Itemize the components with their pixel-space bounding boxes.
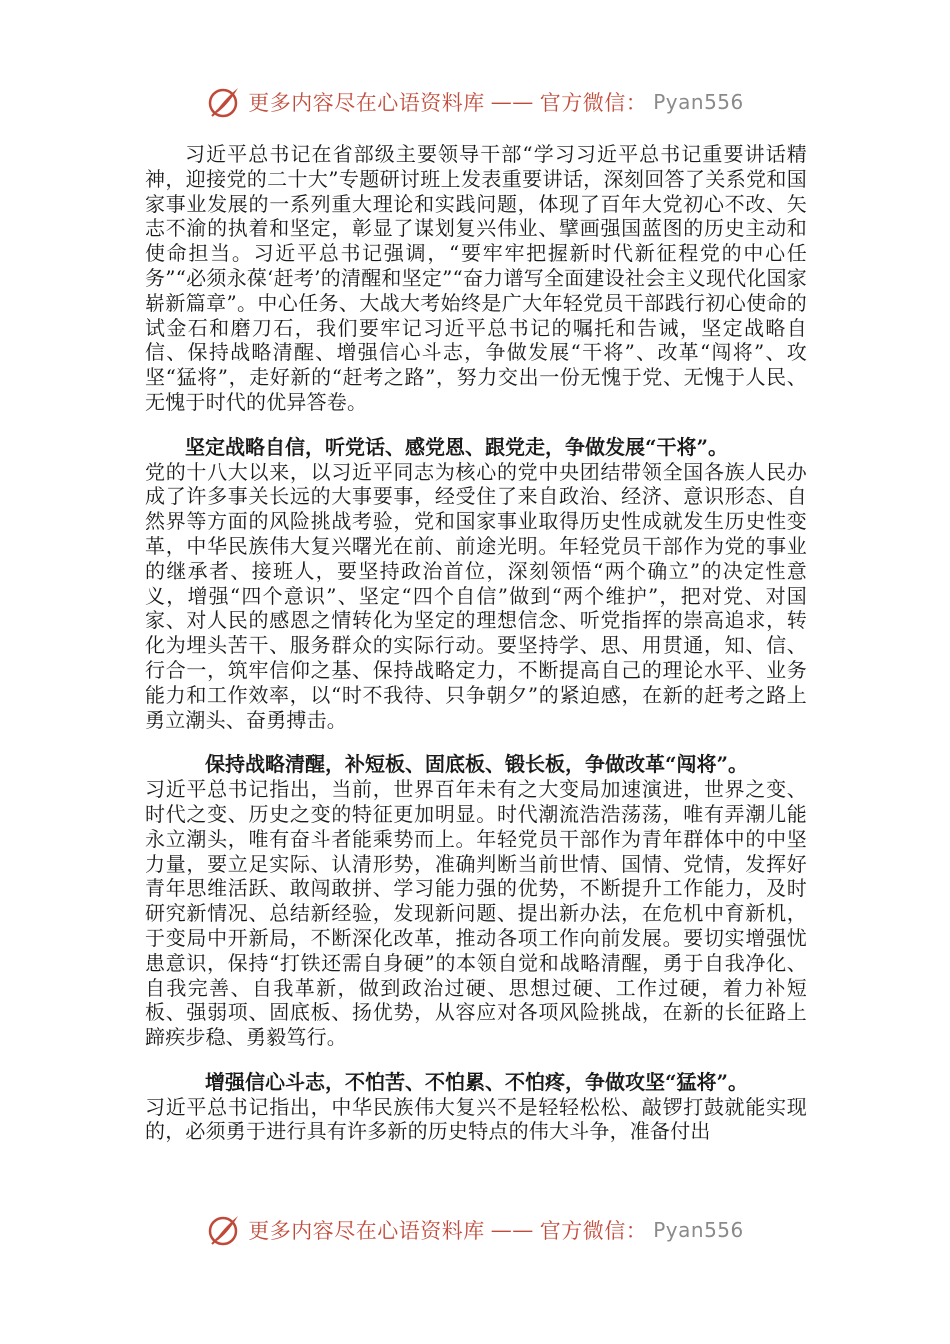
section-body: 党的十八大以来，以习近平同志为核心的党中央团结带领全国各族人民办成了许多事关长远的大事要事，经受住了来自政治、经济、意识形态、自然界等方面的风险挑战考验，党和国家事业取得历史性成就发生历史性变革，中华民族伟大复兴曙光在前、前途光明。年轻党员干部作为党的事业的继承者、接班人，要坚持政治首位，深刻领悟“两个确立”的决定性意义，增强“四个意识”、坚定“四个自信”做到“两个维护”，把对党、对国家、对人民的感恩之情转化为坚定的理想信念、听党指挥的崇高追求，转化为埋头苦干、服务群众的实际行动。要坚持学、思、用贯通，知、信、行合一，筑牢信仰之基、保持战略定力，不断提高自己的理论水平、业务能力和工作效率，以“时不我待、只争朝夕”的紧迫感，在新的赶考之路上勇立潮头、奋勇搏击。 — [145, 459, 807, 732]
watermark-official-label: 官方微信： — [539, 91, 648, 115]
watermark-official-label: 官方微信： — [539, 1219, 648, 1243]
section-heading: 增强信心斗志，不怕苦、不怕累、不怕疼，争做攻坚“猛将”。 — [205, 1069, 749, 1094]
section-heading: 保持战略清醒，补短板、固底板、锻长板，争做改革“闯将”。 — [205, 752, 749, 777]
watermark-separator: —— — [490, 1218, 534, 1242]
section-3 — [145, 1070, 807, 1144]
section-2 — [145, 752, 807, 1050]
document-body — [145, 142, 807, 1164]
section-heading: 坚定战略自信，听党话、感党恩、跟党走，争做发展“干将”。 — [185, 434, 729, 459]
section-1 — [145, 435, 807, 733]
watermark-brand-text: 更多内容尽在心语资料库 — [248, 91, 485, 115]
section-body: 习近平总书记指出，当前，世界百年未有之大变局加速演进，世界之变、时代之变、历史之变的特征更加明显。时代潮流浩浩荡荡，唯有弄潮儿能永立潮头，唯有奋斗者能乘势而上。年轻党员干部作为青年群体中的中坚力量，要立足实际、认清形势，准确判断当前世情、国情、党情，发挥好青年思维活跃、敢闯敢拼、学习能力强的优势，不断提升工作能力，及时研究新情况、总结新经验，发现新问题、提出新办法，在危机中育新机，于变局中开新局，不断深化改革，推动各项工作向前发展。要切实增强忧患意识，保持“打铁还需自身硬”的本领自觉和战略清醒，勇于自我净化、自我完善、自我革新，做到政治过硬、思想过硬、工作过硬，着力补短板、强弱项、固底板、扬优势，从容应对各项风险挑战，在新的长征路上蹄疾步稳、勇毅笃行。 — [145, 777, 807, 1050]
watermark-handle: Pyan556 — [653, 90, 744, 114]
section-body: 习近平总书记指出，中华民族伟大复兴不是轻轻松松、敲锣打鼓就能实现的，必须勇于进行具有许多新的历史特点的伟大斗争，准备付出 — [145, 1094, 807, 1144]
quill-circle-icon — [206, 84, 242, 120]
intro-paragraph: 习近平总书记在省部级主要领导干部“学习习近平总书记重要讲话精神，迎接党的二十大”专题研讨班上发表重要讲话，深刻回答了关系党和国家事业发展的一系列重大理论和实践问题，体现了百年大党初心不改、矢志不渝的执着和坚定，彰显了谋划复兴伟业、擘画强国蓝图的历史主动和使命担当。习近平总书记强调，“要牢牢把握新时代新征程党的中心任务”“必须永葆‘赶考’的清醒和坚定”“奋力谱写全面建设社会主义现代化国家崭新篇章”。中心任务、大战大考始终是广大年轻党员干部践行初心使命的试金石和磨刀石，我们要牢记习近平总书记的嘱托和告诫，坚定战略自信、保持战略清醒、增强信心斗志，争做发展“干将”、改革“闯将”、攻坚“猛将”，走好新的“赶考之路”，努力交出一份无愧于党、无愧于人民、无愧于时代的优异答卷。 — [145, 142, 807, 414]
watermark-handle: Pyan556 — [653, 1218, 744, 1242]
watermark-separator: —— — [490, 90, 534, 114]
quill-circle-icon — [206, 1212, 242, 1248]
footer-watermark — [0, 1210, 950, 1250]
watermark-brand-text: 更多内容尽在心语资料库 — [248, 1219, 485, 1243]
header-watermark — [0, 82, 950, 122]
